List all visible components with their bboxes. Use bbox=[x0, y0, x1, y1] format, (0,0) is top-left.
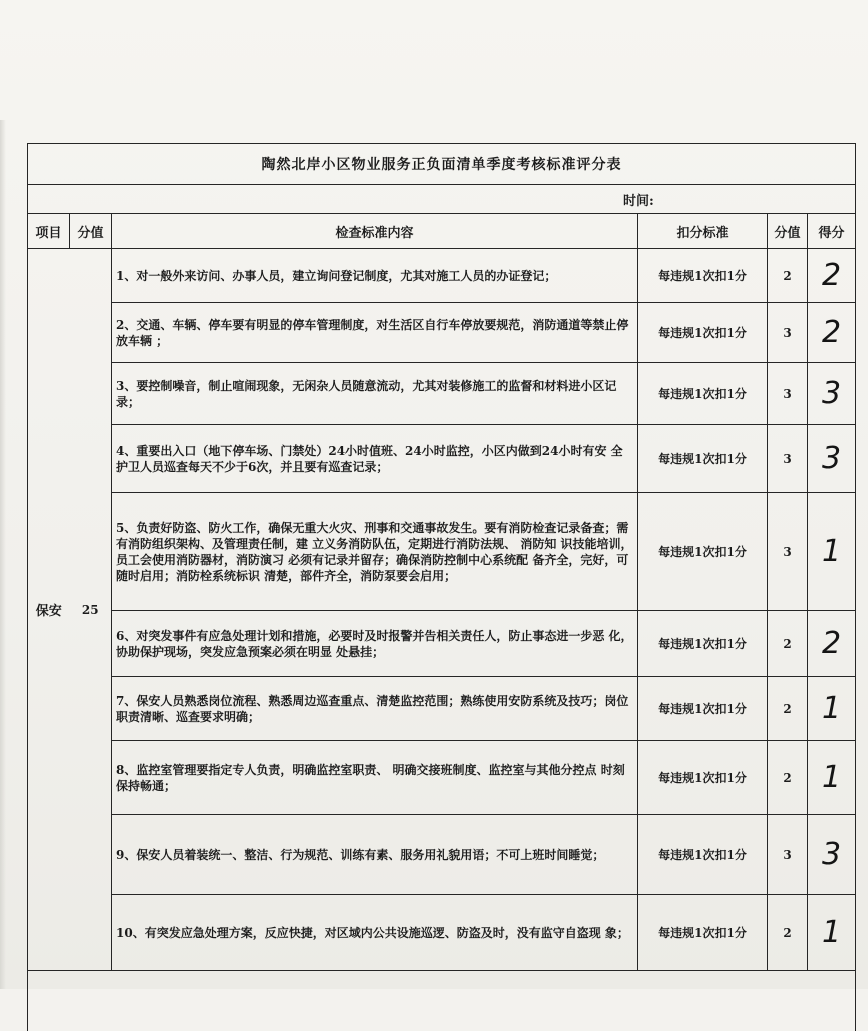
table-row bbox=[28, 493, 856, 611]
time-row bbox=[28, 185, 856, 214]
title-row bbox=[28, 144, 856, 185]
handwritten-score: 1 bbox=[808, 741, 856, 815]
table-row bbox=[28, 895, 856, 971]
handwritten-score: 1 bbox=[808, 493, 856, 611]
table-row bbox=[28, 611, 856, 677]
deduction-rule: 每违规1次扣1分 bbox=[638, 815, 768, 895]
criterion-text: 6、对突发事件有应急处理计划和措施，必要时及时报警并告相关责任人，防止事态进一步恶 化，协助保护现场，突发应急预案必须在明显 处悬挂； bbox=[112, 611, 638, 677]
max-score: 2 bbox=[768, 611, 808, 677]
criterion-text: 4、重要出入口（地下停车场、门禁处）24小时值班、24小时监控，小区内做到24小时有安 全护卫人员巡查每天不少于6次，并且要有巡查记录； bbox=[112, 425, 638, 493]
time-label: 时间: bbox=[28, 185, 856, 214]
section-project: 保安 bbox=[28, 249, 70, 971]
handwritten-score: 2 bbox=[808, 249, 856, 303]
sheet-title: 陶然北岸小区物业服务正负面清单季度考核标准评分表 bbox=[28, 144, 856, 185]
handwritten-score: 1 bbox=[808, 895, 856, 971]
max-score: 2 bbox=[768, 741, 808, 815]
max-score: 3 bbox=[768, 493, 808, 611]
paper-edge-shadow bbox=[0, 120, 6, 989]
max-score: 3 bbox=[768, 815, 808, 895]
header-score: 分值 bbox=[768, 214, 808, 249]
deduction-rule: 每违规1次扣1分 bbox=[638, 677, 768, 741]
table-row bbox=[28, 303, 856, 363]
header-project: 项目 bbox=[28, 214, 70, 249]
table-row bbox=[28, 363, 856, 425]
table-row bbox=[28, 677, 856, 741]
max-score: 3 bbox=[768, 303, 808, 363]
deduction-rule: 每违规1次扣1分 bbox=[638, 895, 768, 971]
table-row bbox=[28, 815, 856, 895]
criterion-text: 3、要控制噪音，制止喧闹现象，无闲杂人员随意流动，尤其对装修施工的监督和材料进小区记录； bbox=[112, 363, 638, 425]
criterion-text: 5、负责好防盗、防火工作，确保无重大火灾、刑事和交通事故发生。要有消防检查记录备查；需有消防组织架构、及管理责任制，建 立义务消防队伍，定期进行消防法规、 消防知 识技能培训，员工会使用消防器材，消防演习 必须有记录并留存；确保消防控制中心系统配 备齐全，完好，可随时启用；消防栓系统标识 清楚，部件齐全，消防泵要会启用； bbox=[112, 493, 638, 611]
deduction-rule: 每违规1次扣1分 bbox=[638, 611, 768, 677]
deduction-rule: 每违规1次扣1分 bbox=[638, 363, 768, 425]
deduction-rule: 每违规1次扣1分 bbox=[638, 303, 768, 363]
table-continuation bbox=[28, 971, 856, 1031]
section-points: 25 bbox=[70, 249, 112, 971]
max-score: 3 bbox=[768, 425, 808, 493]
deduction-rule: 每违规1次扣1分 bbox=[638, 249, 768, 303]
handwritten-score: 3 bbox=[808, 425, 856, 493]
handwritten-score: 3 bbox=[808, 815, 856, 895]
criterion-text: 1、对一般外来访问、办事人员，建立询问登记制度，尤其对施工人员的办证登记； bbox=[112, 249, 638, 303]
deduction-rule: 每违规1次扣1分 bbox=[638, 741, 768, 815]
handwritten-score: 3 bbox=[808, 363, 856, 425]
criterion-text: 9、保安人员着装统一、整洁、行为规范、训练有素、服务用礼貌用语；不可上班时间睡觉； bbox=[112, 815, 638, 895]
criterion-text: 7、保安人员熟悉岗位流程、熟悉周边巡查重点、清楚监控范围；熟练使用安防系统及技巧；岗位职责清晰、巡查要求明确； bbox=[112, 677, 638, 741]
table-row bbox=[28, 249, 856, 303]
header-got: 得分 bbox=[808, 214, 856, 249]
score-sheet-table bbox=[27, 143, 856, 1031]
deduction-rule: 每违规1次扣1分 bbox=[638, 425, 768, 493]
max-score: 2 bbox=[768, 677, 808, 741]
criterion-text: 2、交通、车辆、停车要有明显的停车管理制度，对生活区自行车停放要规范，消防通道等禁止停放车辆 ； bbox=[112, 303, 638, 363]
header-content: 检查标准内容 bbox=[112, 214, 638, 249]
handwritten-score: 1 bbox=[808, 677, 856, 741]
criterion-text: 10、有突发应急处理方案，反应快捷，对区域内公共设施巡逻、防盗及时，没有监守自盗现 象； bbox=[112, 895, 638, 971]
max-score: 2 bbox=[768, 249, 808, 303]
handwritten-score: 2 bbox=[808, 611, 856, 677]
header-deduction: 扣分标准 bbox=[638, 214, 768, 249]
table-row bbox=[28, 425, 856, 493]
max-score: 3 bbox=[768, 363, 808, 425]
deduction-rule: 每违规1次扣1分 bbox=[638, 493, 768, 611]
table-row bbox=[28, 741, 856, 815]
criterion-text: 8、监控室管理要指定专人负责，明确监控室职责、 明确交接班制度、监控室与其他分控点 时刻保持畅通； bbox=[112, 741, 638, 815]
max-score: 2 bbox=[768, 895, 808, 971]
table-tail-row bbox=[28, 971, 856, 1031]
handwritten-score: 2 bbox=[808, 303, 856, 363]
header-points: 分值 bbox=[70, 214, 112, 249]
header-row bbox=[28, 214, 856, 249]
